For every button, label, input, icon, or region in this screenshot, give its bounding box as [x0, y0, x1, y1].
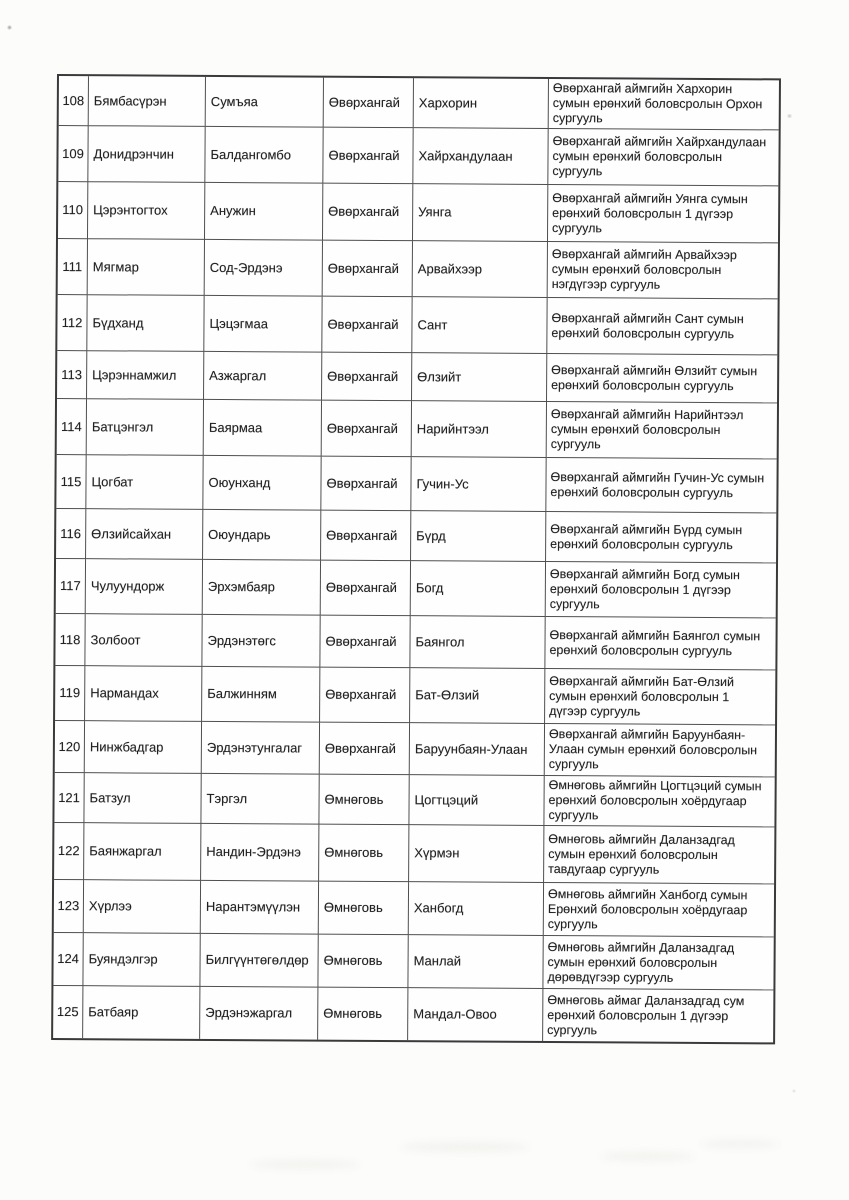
cell-given-name: Оюунханд: [203, 456, 321, 511]
cell-given-name: Эрхэмбаяр: [203, 560, 321, 616]
cell-school: Өмнөговь аймгийн Цогтцэций сумын ерөнхий боловсролын хоёрдугаар сургууль: [544, 776, 774, 827]
cell-school: Өвөрхангай аймгийн Уянга сумын ерөнхий боловсролын 1 дүгээр сургууль: [548, 185, 778, 243]
scan-smudge: [250, 1160, 360, 1169]
cell-soum: Бүрд: [411, 511, 546, 562]
cell-surname: Цогбат: [86, 455, 203, 510]
cell-surname: Цэрэнтогтох: [88, 182, 205, 240]
cell-number: 117: [56, 559, 86, 614]
cell-surname: Донидрэнчин: [88, 126, 205, 183]
cell-surname: Баянжаргал: [84, 823, 201, 881]
cell-province: Өвөрхангай: [322, 353, 412, 402]
cell-province: Өвөрхангай: [324, 78, 414, 129]
cell-school: Өвөрхангай аймгийн Өлзийт сумын ерөнхий боловсролын сургууль: [547, 354, 777, 403]
cell-province: Өвөрхангай: [320, 616, 410, 669]
cell-surname: Батбаяр: [83, 986, 200, 1039]
cell-given-name: Балдангомбо: [205, 127, 323, 184]
cell-number: 124: [53, 933, 83, 986]
cell-province: Өвөрхангай: [323, 184, 413, 242]
cell-given-name: Эрдэнэтунгалаг: [202, 722, 320, 775]
cell-school: Өвөрхангай аймгийн Баянгол сумын ерөнхий боловсролын сургууль: [545, 617, 775, 670]
cell-school: Өмнөговь аймгийн Ханбогд сумын Ерөнхий боловсролын хоёрдугаар сургууль: [544, 883, 774, 937]
cell-soum: Богд: [411, 561, 546, 617]
table-row: [58, 239, 778, 299]
cell-school: Өвөрхангай аймгийн Гучин-Ус сумын ерөнхий боловсролын сургууль: [546, 458, 776, 513]
cell-soum: Бат-Өлзий: [410, 668, 545, 724]
cell-number: 125: [53, 986, 83, 1038]
cell-province: Өвөрхангай: [320, 723, 410, 776]
cell-province: Өмнөговь: [318, 935, 408, 989]
cell-number: 118: [55, 614, 85, 666]
cell-number: 123: [54, 880, 84, 933]
cell-soum: Баруунбаян-Улаан: [410, 723, 545, 776]
cell-soum: Хүрмэн: [409, 825, 544, 883]
table-row: [56, 455, 776, 513]
table-row: [55, 721, 775, 777]
cell-soum: Өлзийт: [412, 353, 547, 402]
cell-given-name: Эрдэнэжаргал: [200, 987, 318, 1040]
table-row: [55, 666, 775, 725]
cell-school: Өвөрхангай аймгийн Нарийнтээл сумын ерөнхий боловсролын сургууль: [547, 402, 777, 459]
cell-soum: Хайрхандулаан: [413, 128, 548, 185]
cell-number: 121: [54, 773, 84, 823]
cell-province: Өмнөговь: [319, 775, 409, 826]
cell-school: Өвөрхангай аймгийн Хархорин сумын ерөнхий боловсролын Орхон сургууль: [549, 79, 779, 130]
table-row: [55, 614, 775, 670]
cell-number: 108: [59, 76, 89, 126]
cell-number: 119: [55, 666, 85, 721]
student-table: [51, 74, 781, 1044]
cell-given-name: Эрдэнэтөгс: [202, 615, 320, 668]
cell-surname: Чулуундорж: [86, 559, 203, 615]
table-row: [59, 76, 779, 130]
cell-school: Өвөрхангай аймгийн Бат-Өлзий сумын ерөнхий боловсролын 1 дүгээр сургууль: [545, 669, 775, 725]
cell-soum: Ханбогд: [409, 882, 544, 936]
cell-province: Өвөрхангай: [321, 457, 411, 512]
table-row: [58, 126, 778, 186]
cell-school: Өвөрхангай аймгийн Бүрд сумын ерөнхий боловсролын сургууль: [546, 512, 776, 563]
cell-number: 116: [56, 509, 86, 559]
cell-province: Өвөрхангай: [320, 668, 410, 724]
cell-given-name: Тэргэл: [201, 774, 319, 825]
cell-given-name: Баярмаа: [204, 400, 322, 457]
cell-soum: Манлай: [408, 935, 543, 989]
cell-soum: Сант: [412, 297, 547, 354]
cell-province: Өвөрхангай: [321, 561, 411, 617]
scan-smudge: [700, 1140, 780, 1148]
cell-province: Өмнөговь: [318, 988, 408, 1041]
scan-smudge: [400, 1142, 530, 1152]
cell-given-name: Азжаргал: [204, 352, 322, 401]
cell-number: 120: [55, 721, 85, 773]
cell-school: Өвөрхангай аймгийн Баруунбаян- Улаан сумын ерөнхий боловсролын сургууль: [545, 724, 775, 777]
cell-school: Өвөрхангай аймгийн Хайрхандулаан сумын ерөнхий боловсролын сургууль: [548, 129, 778, 186]
cell-soum: Хархорин: [414, 78, 549, 129]
cell-given-name: Нарантэмүүлэн: [201, 881, 319, 935]
cell-school: Өвөрхангай аймгийн Сант сумын ерөнхий боловсролын сургууль: [547, 298, 777, 355]
cell-number: 112: [57, 295, 87, 351]
cell-surname: Батцэнгэл: [87, 399, 204, 456]
cell-number: 111: [58, 239, 88, 295]
cell-number: 114: [57, 399, 87, 455]
cell-province: Өмнөговь: [319, 882, 409, 936]
cell-soum: Баянгол: [410, 616, 545, 669]
cell-given-name: Балжинням: [202, 667, 320, 723]
cell-soum: Арвайхээр: [413, 241, 548, 298]
cell-number: 113: [57, 351, 87, 399]
scan-speck: [7, 25, 12, 30]
cell-number: 110: [58, 182, 88, 239]
cell-soum: Мандал-Овоо: [408, 988, 543, 1041]
cell-given-name: Оюундарь: [203, 510, 321, 561]
cell-given-name: Сод-Эрдэнэ: [205, 240, 323, 297]
cell-given-name: Нандин-Эрдэнэ: [201, 824, 319, 882]
cell-province: Өвөрхангай: [323, 241, 413, 298]
table-row: [57, 351, 777, 403]
cell-given-name: Сумъяа: [206, 77, 324, 128]
cell-school: Өмнөговь аймаг Даланзадгад сум ерөнхий боловсролын 1 дүгээр сургууль: [547, 992, 745, 1037]
cell-surname: Нинжбадгар: [85, 721, 202, 774]
cell-province: Өвөрхангай: [322, 401, 412, 458]
cell-soum: Уянга: [413, 184, 548, 242]
cell-surname: Батзул: [84, 773, 201, 824]
cell-soum: Нарийнтээл: [412, 401, 547, 458]
cell-given-name: Цэцэгмаа: [204, 296, 322, 353]
cell-school: Өмнөговь аймгийн Даланзадгад сумын ерөнхий боловсролын дөрөвдүгээр сургууль: [543, 936, 773, 990]
cell-surname: Бүдханд: [87, 295, 204, 352]
cell-surname: Хүрлээ: [84, 880, 201, 934]
cell-number: 115: [56, 455, 86, 509]
table-row: [54, 773, 774, 827]
cell-province: Өмнөговь: [319, 825, 409, 883]
cell-surname: Буяндэлгэр: [83, 933, 200, 987]
table-row: [54, 823, 774, 884]
scan-smudge: [600, 1152, 695, 1161]
cell-province: Өвөрхангай: [323, 128, 413, 185]
cell-school: Өвөрхангай аймгийн Богд сумын ерөнхий боловсролын 1 дүгээр сургууль: [546, 562, 776, 618]
table-row: [58, 182, 778, 243]
cell-given-name: Билгүүнтөгөлдөр: [200, 934, 318, 988]
cell-number: 109: [58, 126, 88, 182]
table-row: [56, 509, 776, 563]
cell-school: Өмнөговь аймгийн Даланзадгад сумын ерөнхий боловсролын тавдугаар сургууль: [544, 826, 774, 884]
cell-surname: Золбоот: [85, 614, 202, 667]
cell-soum: Цогтцэций: [409, 775, 544, 826]
table-row: [56, 559, 776, 618]
cell-province: Өвөрхангай: [322, 297, 412, 354]
cell-surname: Нармандах: [85, 666, 202, 722]
table-row: [54, 880, 774, 937]
cell-school: Өвөрхангай аймгийн Арвайхээр сумын ерөнхий боловсролын нэгдүгээр сургууль: [548, 242, 778, 299]
table-row: [53, 933, 773, 990]
cell-surname: Бямбасүрэн: [89, 76, 206, 127]
table-row: [57, 399, 777, 459]
scan-speck: [792, 1089, 796, 1093]
cell-given-name: Анужин: [205, 183, 323, 241]
table-row: [53, 986, 773, 1042]
cell-number: 122: [54, 823, 84, 880]
table-row: [57, 295, 777, 355]
scan-speck: [786, 114, 793, 118]
cell-surname: Мягмар: [88, 239, 205, 296]
cell-province: Өвөрхангай: [321, 511, 411, 562]
cell-surname: Өлзийсайхан: [86, 509, 203, 560]
cell-surname: Цэрэннамжил: [87, 351, 204, 400]
cell-soum: Гучин-Ус: [411, 457, 546, 512]
